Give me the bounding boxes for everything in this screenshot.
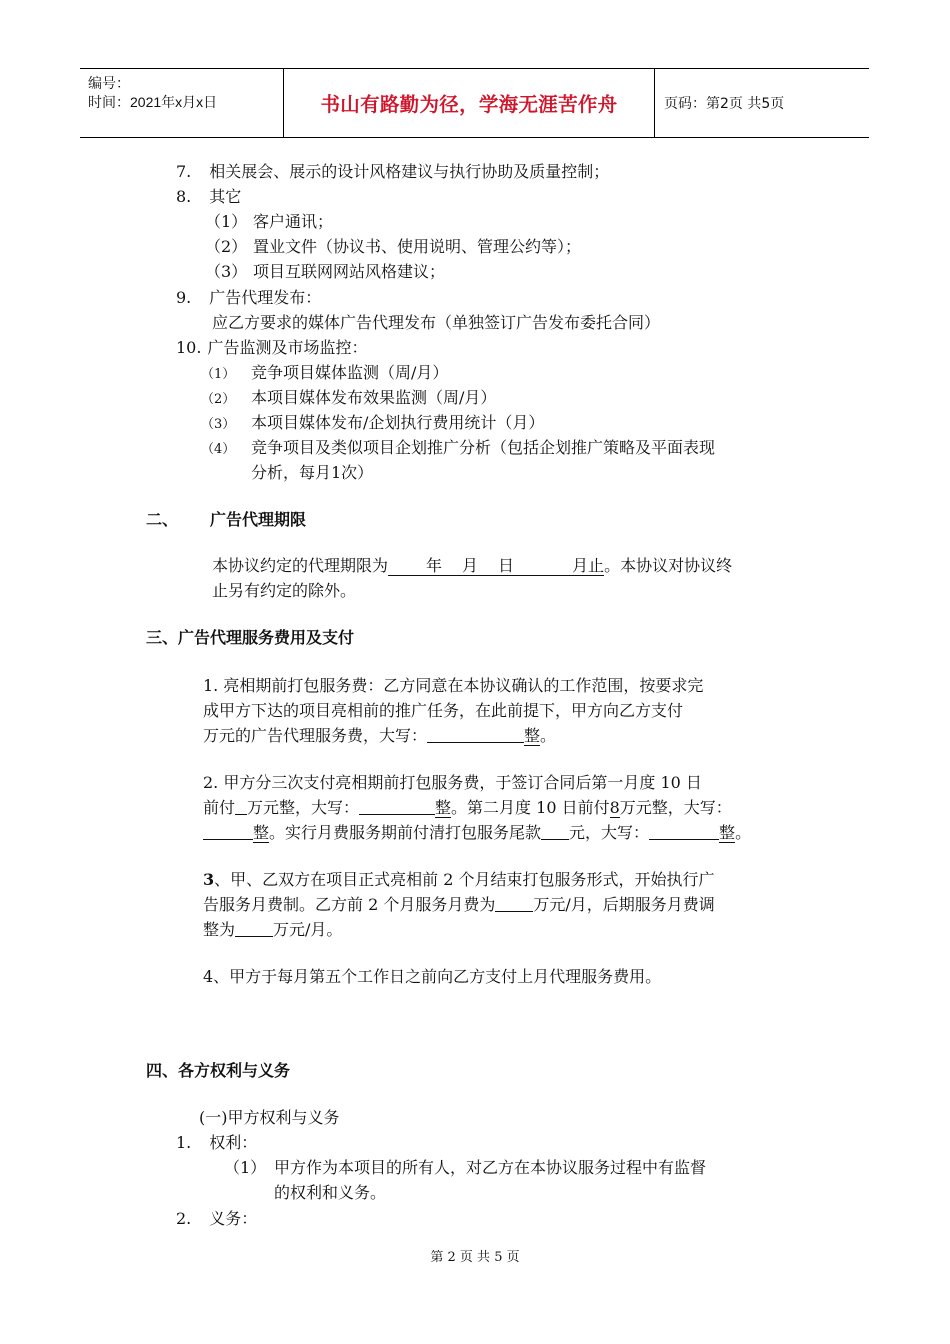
header-divider [654,69,655,137]
paragraph-line: 成甲方下达的项目亮相前的推广任务，在此前提下，甲方向乙方支付 [203,701,684,720]
list-item-10 [176,335,367,360]
list-item-text: 其它 [209,187,242,206]
section-title: 广告代理期限 [210,510,307,529]
paragraph-line: 整为 万元/月。 [203,917,342,942]
list-subitem: （2） 本项目媒体发布效果监测（周/月） [201,388,497,407]
amount-blank [235,795,247,815]
list-item-8 [176,184,241,209]
list-subitem: （3） 本项目媒体发布/企划执行费用统计（月） [201,413,545,432]
header-motto: 书山有路勤为径，学海无涯苦作舟 [320,93,618,116]
header-page-info: 页码：第2页 共5页 [664,96,785,112]
list-subitem: （1） 竞争项目媒体监测（周/月） [201,363,449,382]
amount-blank [427,723,524,743]
page-header [80,68,869,138]
list-item-number: 8. [176,187,192,206]
paragraph-line: 前付 万元整，大写： 整。第二月度 10 日前付8万元整，大写： [203,795,732,820]
list-subitem-continuation: 的权利和义务。 [274,1183,387,1202]
paragraph-line: 2. 甲方分三次支付亮相期前打包服务费，于签订合同后第一月度 10 日 [203,773,702,792]
list-subitem: （4） 竞争项目及类似项目企划推广分析（包括企划推广策略及平面表现 [201,438,716,457]
list-item-text: 广告监测及市场监控： [207,338,368,357]
amount-blank [359,795,435,815]
list-item-text: 广告代理发布： [209,288,322,307]
list-subitem: （3） 项目互联网网站风格建议； [205,262,446,281]
amount-value: 8 [609,798,620,817]
list-item: 1. 权利： [176,1133,258,1152]
list-item-number: 9. [176,288,192,307]
amount-blank [541,820,569,840]
paragraph-line: 4、甲方于每月第五个工作日之前向乙方支付上月代理服务费用。 [203,967,662,986]
paragraph-line: 1. 亮相期前打包服务费：乙方同意在本协议确认的工作范围，按要求完 [203,676,704,695]
term-blank: 年 月 日 月止 [388,556,604,576]
section-heading: 二、 广告代理期限 [146,510,307,529]
list-subitem: （2） 置业文件（协议书、使用说明、管理公约等）； [205,237,582,256]
amount-blank [495,892,533,912]
list-item-7 [176,159,609,184]
header-meta [88,74,217,112]
amount-blank [203,820,253,840]
paragraph-line: 万元的广告代理服务费，大写： 整。 [203,723,556,748]
list-item-9 [176,285,321,310]
page-footer: 第 2 页 共 5 页 [430,1250,520,1265]
list-item: 2. 义务： [176,1209,258,1228]
document-time-label: 时间：2021年x月x日 [88,94,218,110]
list-subitem: （1） 客户通讯； [205,212,334,231]
paragraph-line: 3、甲、乙双方在项目正式亮相前 2 个月结束打包服务形式，开始执行广 [203,870,715,889]
amount-blank [649,820,719,840]
section-heading: 四、各方权利与义务 [146,1061,291,1080]
list-item-number: 7. [176,162,192,181]
list-subitem-continuation: 分析，每月1次） [251,463,374,482]
paragraph-line: 本协议约定的代理期限为 年 月 日 月止。本协议对协议终 [212,556,733,575]
list-item-text: 相关展会、展示的设计风格建议与执行协助及质量控制； [209,162,610,181]
subsection-heading: (一)甲方权利与义务 [199,1108,340,1127]
paragraph-line: 整。实行月费服务期前付清打包服务尾款 元，大写： 整。 [203,820,751,845]
list-item-detail: 应乙方要求的媒体广告代理发布（单独签订广告发布委托合同） [212,313,661,332]
paragraph-line: 告服务月费制。乙方前 2 个月服务月费为 万元/月，后期服务月费调 [203,892,715,917]
list-item-number: 10. [176,338,202,357]
document-number-label: 编号： [88,75,130,91]
list-subitem: （1） 甲方作为本项目的所有人，对乙方在本协议服务过程中有监督 [224,1158,707,1177]
section-heading: 三、广告代理服务费用及支付 [146,628,355,647]
amount-blank [235,917,273,937]
paragraph-line: 止另有约定的除外。 [212,581,357,600]
